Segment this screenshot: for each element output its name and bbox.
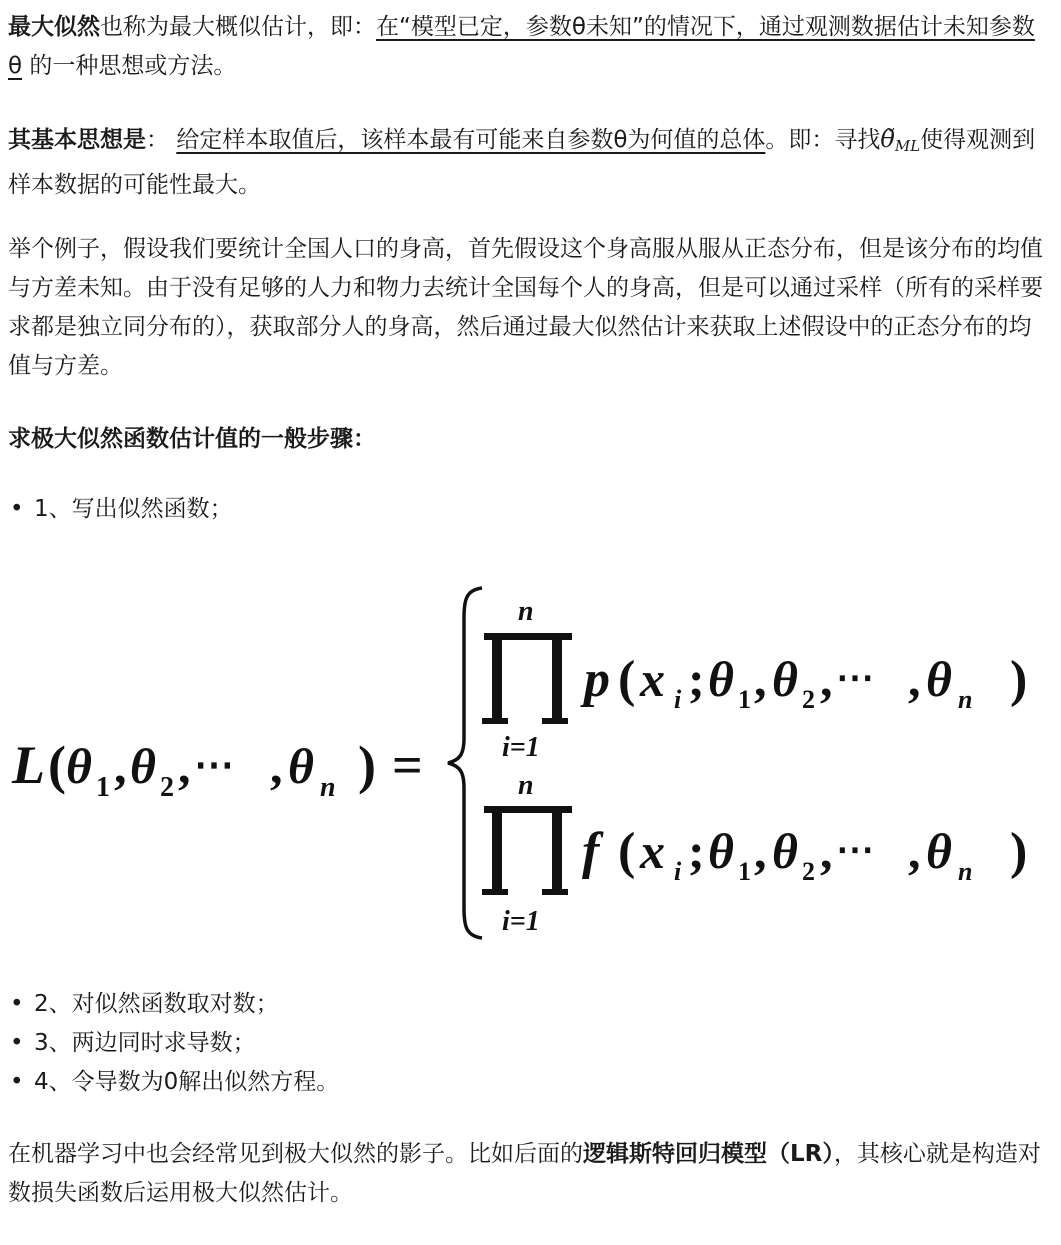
steps-heading xyxy=(8,420,376,459)
row1-comma-1: , xyxy=(754,651,767,707)
row1-theta-1: θ xyxy=(708,651,734,707)
row1-sub-n: n xyxy=(958,685,973,714)
row1-comma-3: , xyxy=(908,651,921,707)
row2-open-paren: ( xyxy=(618,823,636,880)
theta-subscript-ml: ML xyxy=(894,137,921,155)
term-max-likelihood: 最大似然 xyxy=(8,14,100,40)
lhs-theta-n: θ xyxy=(288,738,314,794)
lhs-sub-2: 2 xyxy=(160,772,174,803)
row2-theta-1: θ xyxy=(708,823,734,879)
step-item-1: • 1、写出似然函数； xyxy=(8,490,233,529)
row2-sub-i: i xyxy=(674,857,682,886)
lhs-L: L xyxy=(12,735,45,795)
row1-dots: ⋯ xyxy=(836,657,874,699)
row2-f: f xyxy=(582,823,600,880)
row2-theta-n: θ xyxy=(926,823,952,879)
row1-theta-n: θ xyxy=(926,651,952,707)
prod1-symbol xyxy=(482,633,572,724)
steps-list-rest xyxy=(8,985,339,1102)
paragraph-basic-idea xyxy=(8,120,1048,205)
lhs-theta-2: θ xyxy=(130,738,156,794)
equals-sign: = xyxy=(392,735,423,795)
prod2-symbol xyxy=(482,806,572,895)
prod2-upper: n xyxy=(518,770,534,801)
row2-comma-3: , xyxy=(908,823,921,879)
lhs-dots: ⋯ xyxy=(194,742,234,787)
prod1-lower: i=1 xyxy=(502,732,540,763)
prod2-lower: i=1 xyxy=(502,906,540,937)
prod1-upper: n xyxy=(518,596,534,627)
row2-sub-2: 2 xyxy=(802,857,815,886)
basic-idea-label: 其基本思想是 xyxy=(8,127,146,153)
row1-semicolon: ; xyxy=(688,651,705,707)
lhs-sub-n: n xyxy=(320,772,336,803)
lhs-theta-1: θ xyxy=(66,738,92,794)
step-item-4: • 4、令导数为0解出似然方程。 xyxy=(8,1063,339,1102)
likelihood-formula-svg xyxy=(8,578,1048,948)
steps-list-first xyxy=(8,490,233,529)
lhs-close-paren: ) xyxy=(358,735,376,795)
row2-comma-1: , xyxy=(754,823,767,879)
row2-semicolon: ; xyxy=(688,823,705,879)
row2-dots: ⋯ xyxy=(836,829,874,871)
row1-x: x xyxy=(640,651,665,707)
row2-close-paren: ) xyxy=(1010,823,1028,880)
row1-p: p xyxy=(584,651,610,708)
row2-theta-2: θ xyxy=(772,823,798,879)
lhs-sub-1: 1 xyxy=(96,772,110,803)
step-item-3: • 3、两边同时求导数； xyxy=(8,1024,339,1063)
row1-sub-i: i xyxy=(674,685,682,714)
definition-tail: 的一种思想或方法。 xyxy=(22,53,237,79)
theta-tilde-symbol: θ̃ xyxy=(880,125,895,153)
definition-text: 也称为最大概似估计，即： xyxy=(100,14,376,40)
row1-theta-2: θ xyxy=(772,651,798,707)
basic-idea-text: 。即：寻找 xyxy=(765,127,881,153)
application-text: 在机器学习中也会经常见到极大似然的影子。比如后面的 xyxy=(8,1141,583,1167)
row1-sub-1: 1 xyxy=(738,685,751,714)
basic-idea-colon: ： xyxy=(146,127,177,153)
likelihood-formula xyxy=(8,578,1048,948)
row1-sub-2: 2 xyxy=(802,685,815,714)
row2-sub-n: n xyxy=(958,857,973,886)
row1-open-paren: ( xyxy=(618,651,636,708)
lhs-comma-1: , xyxy=(114,738,127,794)
paragraph-definition xyxy=(8,8,1048,86)
paragraph-example: 举个例子，假设我们要统计全国人口的身高，首先假设这个身高服从服从正态分布，但是该分布的均值与方差未知。由于没有足够的人力和物力去统计全国每个人的身高，但是可以通过采样（所有的采样要求都是独立同分布的），获取部分人的身高，然后通过最大似然估计来获取上述假设中的正态分布的均值与方差。 xyxy=(8,236,1043,379)
basic-idea-underlined: 给定样本取值后，该样本最有可能来自参数θ为何值的总体 xyxy=(176,127,766,153)
lhs-open-paren: ( xyxy=(48,735,66,795)
lhs-comma-2: , xyxy=(178,738,191,794)
lhs-comma-3: , xyxy=(270,738,283,794)
paragraph-ml-application xyxy=(8,1135,1048,1213)
row2-x: x xyxy=(640,823,665,879)
row2-sub-1: 1 xyxy=(738,857,751,886)
application-tail: ，其核心就是构造对数损失函数后运用极大似然估计。 xyxy=(8,1141,1041,1206)
logistic-regression-term: 逻辑斯特回归模型（LR） xyxy=(583,1141,834,1167)
definition-underlined: 在“模型已定，参数θ未知”的情况下，通过观测数据估计未知参数θ xyxy=(8,14,1035,79)
basic-idea-tail: 使得观测到样本数据的可能性最大。 xyxy=(8,127,1036,198)
row2-comma-2: , xyxy=(820,823,833,879)
steps-heading-text: 求极大似然函数估计值的一般步骤： xyxy=(8,426,376,452)
step-item-2: • 2、对似然函数取对数； xyxy=(8,985,339,1024)
row1-comma-2: , xyxy=(820,651,833,707)
row1-close-paren: ) xyxy=(1010,651,1028,708)
left-brace xyxy=(448,588,482,938)
